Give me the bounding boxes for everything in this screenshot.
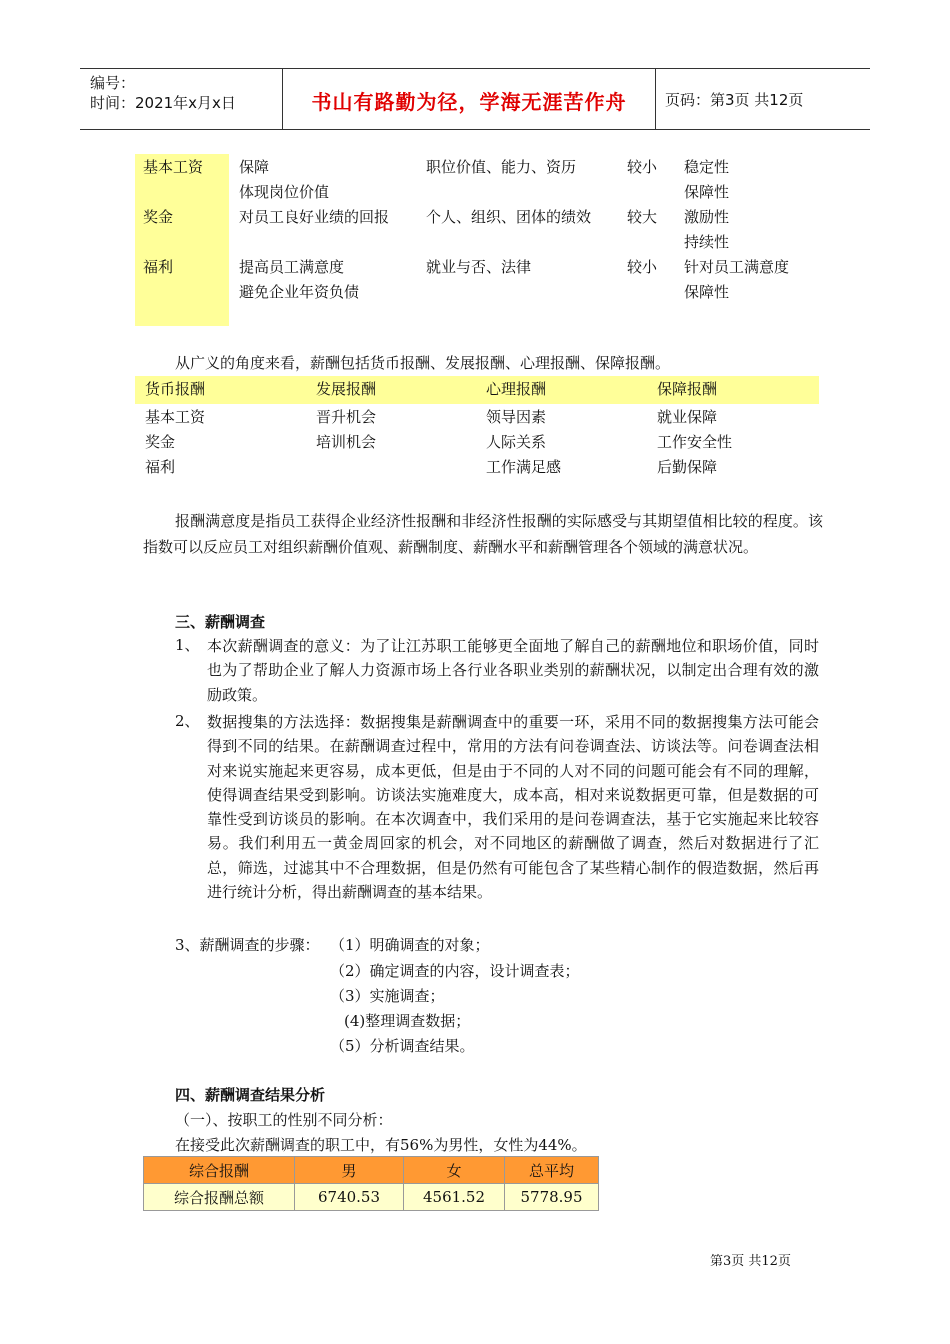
step-item: （1）明确调查的对象； (330, 936, 490, 954)
broad-intro: 从广义的角度来看，薪酬包括货币报酬、发展报酬、心理报酬、保障报酬。 (175, 354, 671, 372)
table-cell: 5778.95 (505, 1184, 599, 1211)
table-cell-feature: 持续性 (684, 233, 730, 251)
table-cell-feature: 针对员工满意度 (684, 258, 790, 276)
table-cell: 工作安全性 (657, 433, 733, 451)
table-cell-change: 较小 (627, 158, 658, 176)
table-cell-name: 福利 (143, 258, 174, 276)
table-cell-name: 基本工资 (143, 158, 204, 176)
list-item-data-collection: 数据搜集的方法选择：数据搜集是薪酬调查中的重要一环，采用不同的数据搜集方法可能会得到不同的结果。在薪酬调查过程中，常用的方法有问卷调查法、访谈法等。问卷调查法相对来说实施起来更容易，成本更低，但是由于不同的人对不同的问题可能会有不同的理解，使得调查结果受到影响。访谈法实施难度大，成本高，相对来说数据更可靠，但是数据的可靠性受到访谈员的影响。在本次调查中，我们采用的是问卷调查法，基于它实施起来比较容易。我们利用五一黄金周回家的机会，对不同地区的薪酬做了调查，然后对数据进行了汇总，筛选，过滤其中不合理数据，但是仍然有可能包含了某些精心制作的假造数据，然后再进行统计分析，得出薪酬调查的基本结果。 (207, 713, 819, 902)
page-header (80, 68, 870, 130)
gender-result-table (143, 1156, 599, 1211)
header-motto: 书山有路勤为径，学海无涯苦作舟 (311, 90, 627, 114)
table-cell: 奖金 (145, 433, 176, 451)
header-page-number: 页码：第3页 共12页 (665, 91, 804, 109)
page-footer: 第3页 共12页 (710, 1254, 791, 1269)
table-cell: 人际关系 (486, 433, 547, 451)
table-row (144, 1184, 599, 1211)
table-cell-purpose: 体现岗位价值 (239, 183, 330, 201)
table-cell: 培训机会 (316, 433, 377, 451)
table-cell-change: 较小 (627, 258, 658, 276)
steps-lead: 3、薪酬调查的步骤： (175, 936, 320, 954)
list-number: 2、 (175, 712, 200, 730)
table-cell-purpose: 避免企业年资负债 (239, 283, 360, 301)
table-header: 综合报酬 (144, 1157, 295, 1184)
table-cell: 晋升机会 (316, 408, 377, 426)
header-meta (90, 73, 236, 113)
table-cell-name: 奖金 (143, 208, 174, 226)
step-item: （2）确定调查的内容，设计调查表； (330, 962, 580, 980)
list-number: 1、 (175, 636, 200, 654)
table-cell: 6740.53 (295, 1184, 404, 1211)
table-header: 发展报酬 (316, 380, 377, 398)
step-item: (4)整理调查数据； (344, 1012, 471, 1030)
step-item: （5）分析调查结果。 (330, 1037, 475, 1055)
table-cell-change: 较大 (627, 208, 658, 226)
table-cell-basis: 职位价值、能力、资历 (426, 158, 577, 176)
table-cell-purpose: 对员工良好业绩的回报 (239, 208, 390, 226)
table-cell-feature: 保障性 (684, 183, 730, 201)
table-cell-feature: 保障性 (684, 283, 730, 301)
table-cell-feature: 激励性 (684, 208, 730, 226)
serial-label: 编号： (90, 74, 136, 92)
header-divider (655, 69, 656, 129)
date-label: 时间：2021年x月x日 (90, 94, 236, 112)
section-heading: 三、薪酬调查 (175, 613, 266, 631)
table-header: 心理报酬 (486, 380, 547, 398)
table-cell: 工作满足感 (486, 458, 562, 476)
table-cell: 后勤保障 (657, 458, 718, 476)
section-heading: 四、薪酬调查结果分析 (175, 1086, 326, 1104)
table-header: 总平均 (505, 1157, 599, 1184)
step-item: （3）实施调查； (330, 987, 445, 1005)
satisfaction-paragraph: 报酬满意度是指员工获得企业经济性报酬和非经济性报酬的实际感受与其期望值相比较的程度。该指数可以反应员工对组织薪酬价值观、薪酬制度、薪酬水平和薪酬管理各个领域的满意状况。 (143, 512, 823, 556)
table-cell: 就业保障 (657, 408, 718, 426)
list-item-significance: 本次薪酬调查的意义：为了让江苏职工能够更全面地了解自己的薪酬地位和职场价值，同时也为了帮助企业了解人力资源市场上各行业各职业类别的薪酬状况，以制定出合理有效的激励政策。 (207, 637, 819, 704)
table-cell-basis: 个人、组织、团体的绩效 (426, 208, 592, 226)
table-header: 货币报酬 (145, 380, 206, 398)
table-cell-feature: 稳定性 (684, 158, 730, 176)
table-cell-purpose: 提高员工满意度 (239, 258, 345, 276)
table-header: 男 (295, 1157, 404, 1184)
table-cell: 领导因素 (486, 408, 547, 426)
table-cell: 综合报酬总额 (144, 1184, 295, 1211)
table-cell: 4561.52 (404, 1184, 505, 1211)
table-cell: 福利 (145, 458, 176, 476)
table-header-row (144, 1157, 599, 1184)
table-header: 女 (404, 1157, 505, 1184)
table-cell-basis: 就业与否、法律 (426, 258, 532, 276)
table-cell-purpose: 保障 (239, 158, 270, 176)
table-header: 保障报酬 (657, 380, 718, 398)
gender-intro: 在接受此次薪酬调查的职工中，有56%为男性，女性为44%。 (175, 1136, 587, 1154)
table-cell: 基本工资 (145, 408, 206, 426)
subsection-heading: （一）、按职工的性别不同分析： (175, 1111, 393, 1129)
